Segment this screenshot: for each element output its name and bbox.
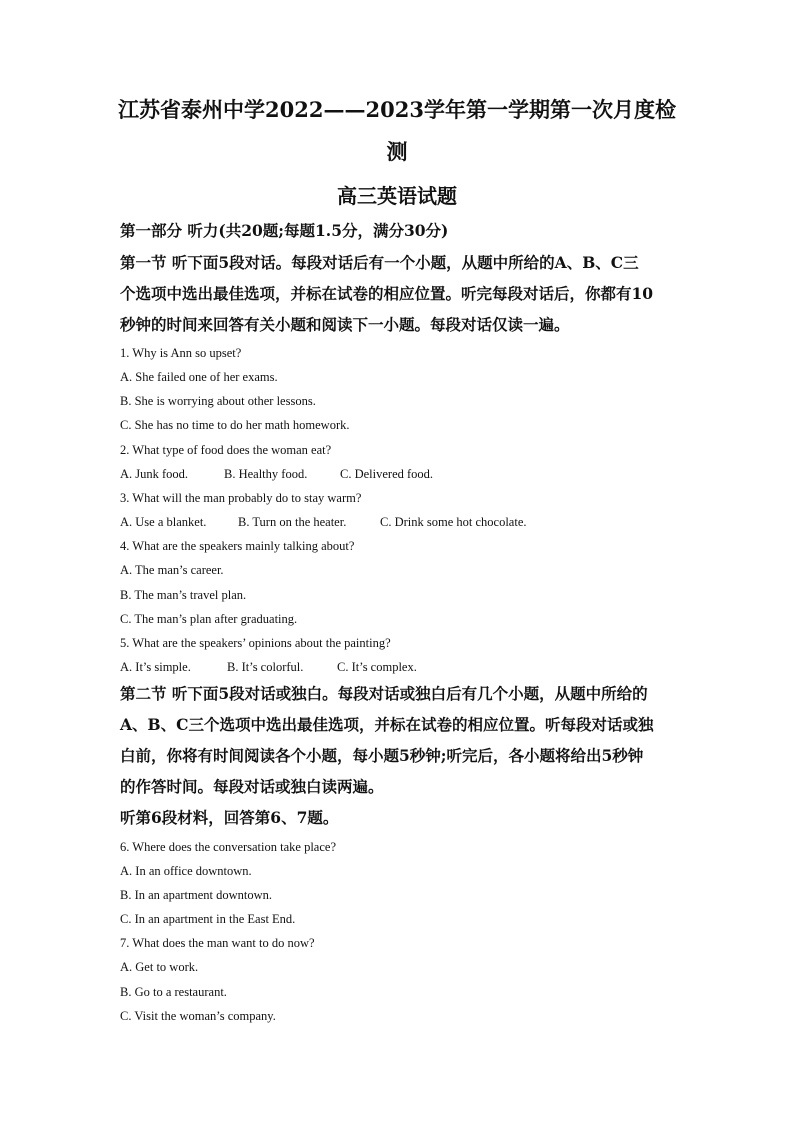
question-7-option-c: C. Visit the woman’s company. [120,1009,276,1023]
question-1-stem: 1. Why is Ann so upset? [120,346,242,360]
question-6-stem: 6. Where does the conversation take place? [120,840,336,854]
material-6-heading: 听第6段材料，回答第6、7题。 [120,808,339,827]
question-3-option-c: C. Drink some hot chocolate. [380,515,527,529]
question-1-option-c: C. She has no time to do her math homework. [120,418,350,432]
section1-instruction-line-2: 个选项中选出最佳选项，并标在试卷的相应位置。听完每段对话后，你都有10 [120,284,654,303]
exam-title-line-1: 江苏省泰州中学2022——2023学年第一学期第一次月度检 [118,97,676,122]
question-2-option-c: C. Delivered food. [340,467,434,481]
question-2-stem: 2. What type of food does the woman eat? [120,443,332,457]
question-5-option-a: A. It’s simple. [120,660,191,674]
question-3-option-a: A. Use a blanket. [120,515,207,529]
question-5-option-c: C. It’s complex. [337,660,417,674]
question-3-option-b: B. Turn on the heater. [238,515,347,529]
question-4-option-c: C. The man’s plan after graduating. [120,612,298,626]
question-4-stem: 4. What are the speakers mainly talking about? [120,539,355,553]
question-5-stem: 5. What are the speakers’ opinions about the painting? [120,636,391,650]
section2-instruction-line-2: A、B、C三个选项中选出最佳选项，并标在试卷的相应位置。听每段对话或独 [120,715,654,734]
section2-instruction-line-1: 第二节 听下面5段对话或独白。每段对话或独白后有几个小题，从题中所给的 [120,684,648,703]
question-4-option-a: A. The man’s career. [120,563,224,577]
exam-subtitle: 高三英语试题 [337,184,457,208]
question-3-options [120,515,527,529]
exam-title-line-2: 测 [386,139,408,164]
section1-instruction-line-3: 秒钟的时间来回答有关小题和阅读下一小题。每段对话仅读一遍。 [120,315,570,334]
question-2-option-b: B. Healthy food. [224,467,308,481]
question-6-option-a: A. In an office downtown. [120,864,252,878]
section2-instruction-line-4: 的作答时间。每段对话或独白读两遍。 [120,777,384,796]
question-3-stem: 3. What will the man probably do to stay warm? [120,491,362,505]
section2-instruction-line-3: 白前，你将有时间阅读各个小题，每小题5秒钟;听完后，各小题将给出5秒钟 [120,746,644,765]
part1-heading: 第一部分 听力(共20题;每题1.5分，满分30分) [120,221,449,240]
question-6-option-c: C. In an apartment in the East End. [120,912,296,926]
question-2-options [120,467,433,481]
question-7-option-b: B. Go to a restaurant. [120,985,227,999]
question-7-stem: 7. What does the man want to do now? [120,936,315,950]
question-1-option-b: B. She is worrying about other lessons. [120,394,316,408]
question-5-options [120,660,417,674]
question-7-option-a: A. Get to work. [120,960,199,974]
section1-instruction-line-1: 第一节 听下面5段对话。每段对话后有一个小题，从题中所给的A、B、C三 [120,253,639,272]
question-1-option-a: A. She failed one of her exams. [120,370,278,384]
question-4-option-b: B. The man’s travel plan. [120,588,247,602]
question-6-option-b: B. In an apartment downtown. [120,888,273,902]
question-2-option-a: A. Junk food. [120,467,189,481]
question-5-option-b: B. It’s colorful. [227,660,304,674]
